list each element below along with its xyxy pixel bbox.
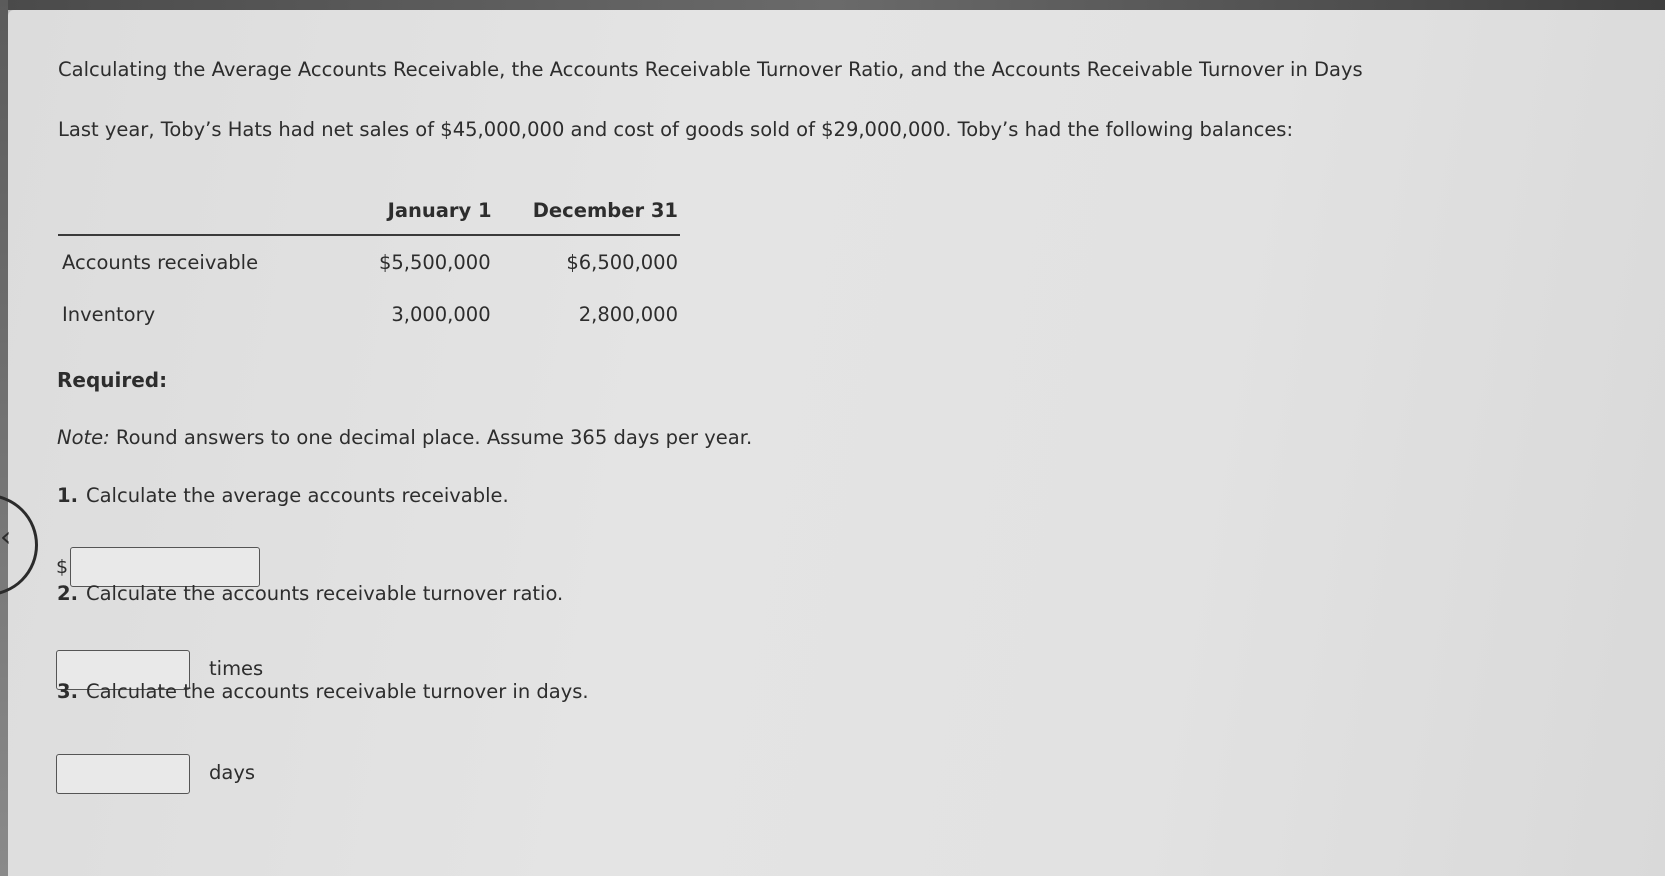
times-unit-label: times (209, 657, 264, 680)
table-header-row (58, 196, 680, 235)
question-number: 2. (57, 582, 78, 605)
note-text: Round answers to one decimal place. Assume 365 days per year. (109, 426, 753, 449)
problem-intro: Last year, Toby’s Hats had net sales of $45,000,000 and cost of goods sold of $29,000,000. Toby’s had the following balances: (58, 118, 1294, 141)
question-text: Calculate the accounts receivable turnover ratio. (85, 582, 564, 605)
row-value-december: 2,800,000 (578, 302, 678, 326)
chevron-left-icon: ‹ (0, 520, 12, 553)
question-text: Calculate the accounts receivable turnover in days. (85, 680, 589, 703)
row-value-december: $6,500,000 (566, 250, 678, 274)
turnover-days-input[interactable] (56, 754, 190, 794)
problem-title: Calculating the Average Accounts Receivable, the Accounts Receivable Turnover Ratio, and the Accounts Receivable Turnover in Days (58, 58, 1363, 81)
table-header-blank (58, 196, 326, 235)
question-text: Calculate the average accounts receivable. (85, 484, 509, 507)
row-value-january: $5,500,000 (378, 250, 491, 274)
note (57, 426, 752, 449)
table-header-december: December 31 (492, 196, 680, 235)
table-header-january: January 1 (326, 196, 492, 235)
question-number: 1. (57, 484, 78, 507)
question-1 (57, 484, 509, 507)
question-2 (57, 582, 563, 605)
window-top-edge (0, 0, 1665, 10)
average-ar-input[interactable] (70, 547, 260, 587)
question-number: 3. (57, 680, 78, 703)
row-label: Accounts receivable (62, 250, 259, 274)
window-left-edge (0, 0, 8, 876)
row-label: Inventory (62, 302, 156, 326)
dollar-prefix: $ (56, 556, 69, 578)
days-unit-label: days (209, 761, 256, 784)
note-label: Note: (57, 426, 110, 449)
balances-table (58, 196, 680, 340)
question-3 (57, 680, 589, 703)
table-row (58, 235, 680, 288)
row-value-january: 3,000,000 (391, 302, 491, 326)
table-row (58, 288, 680, 340)
required-heading: Required: (57, 368, 168, 392)
